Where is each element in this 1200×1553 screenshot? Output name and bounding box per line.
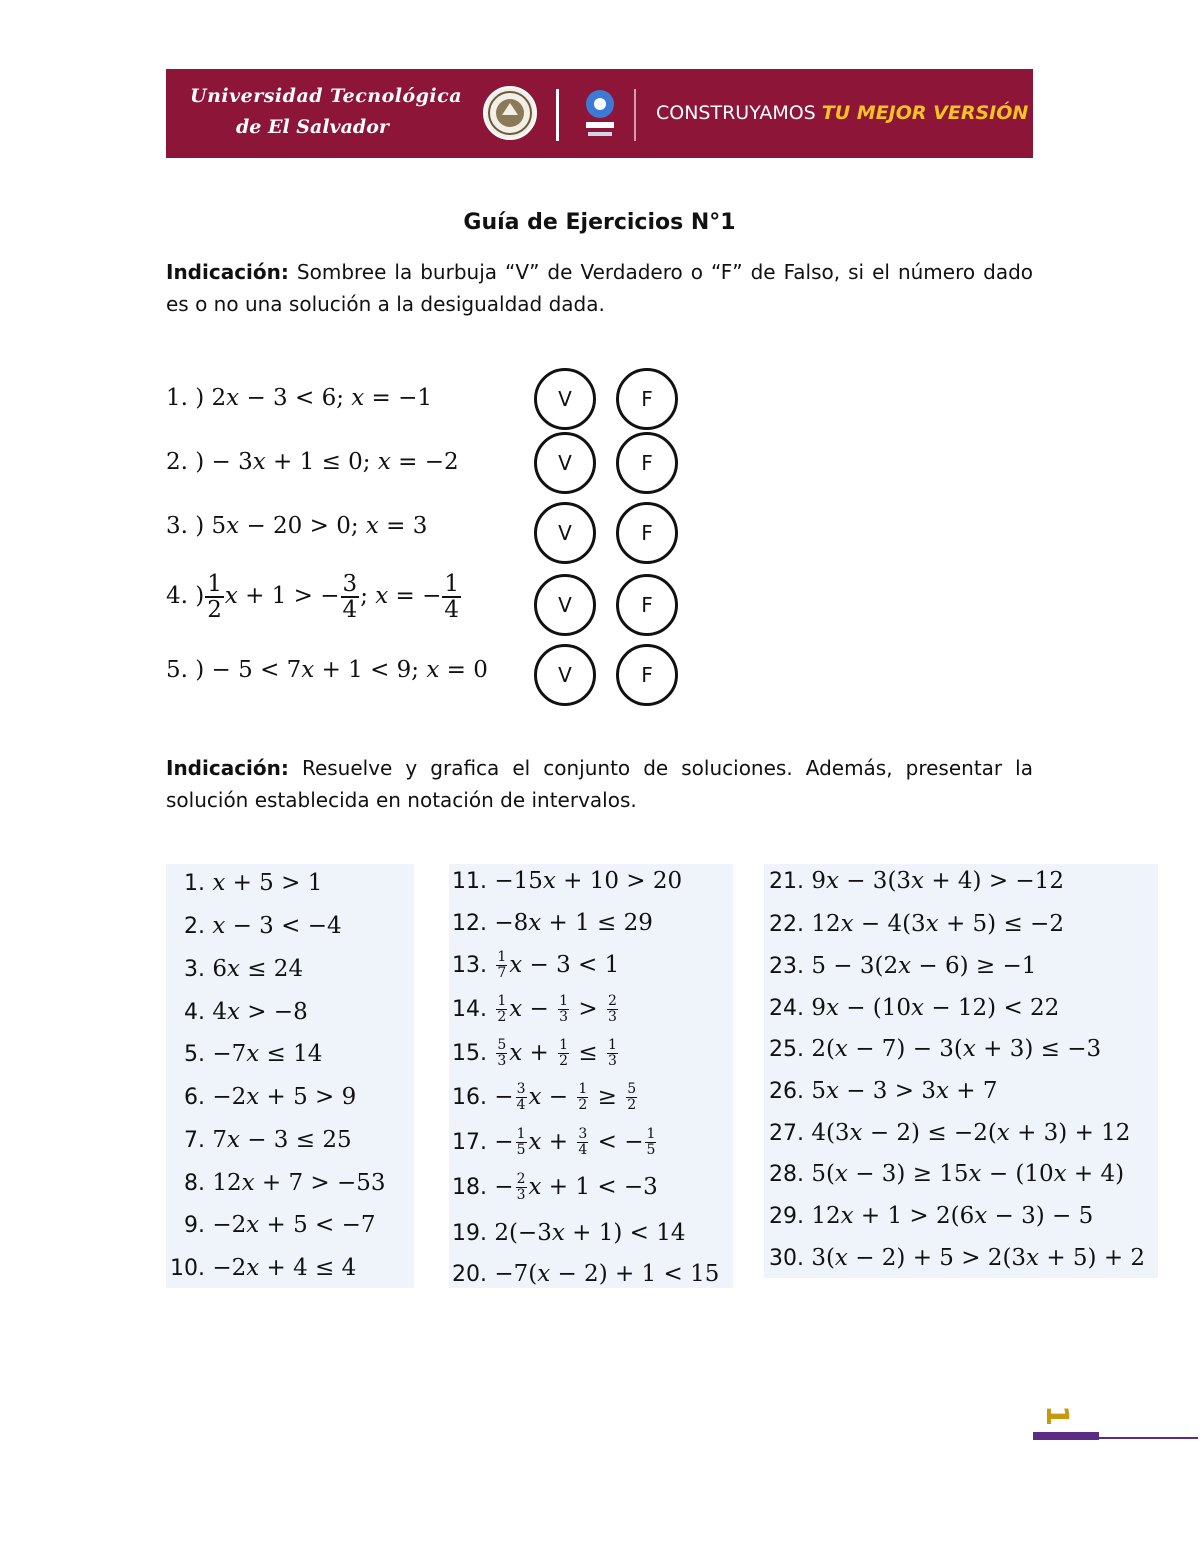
- instruction-2-label: Indicación:: [166, 756, 289, 780]
- instruction-2: [166, 752, 1033, 816]
- exercise-item: 10. −2𝑥 + 4 ≤ 4: [170, 1255, 357, 1281]
- footer-accent-bar: [1033, 1432, 1099, 1440]
- exercise-item: 12. −8𝑥 + 1 ≤ 29: [452, 910, 653, 936]
- exercise-item: 6. −2𝑥 + 5 > 9: [184, 1084, 357, 1110]
- exercise-item: 3. 6𝑥 ≤ 24: [184, 956, 304, 982]
- exercise-item: 17. − $\frac{1}{5}$ 𝑥 + $\frac{3}{4}$ < − $\frac{1}{5}$: [452, 1126, 656, 1159]
- fraction: $\frac{1}{2}$: [207, 571, 222, 624]
- exercise-item: 1. 𝑥 + 5 > 1: [184, 870, 323, 896]
- page-title: Guía de Ejercicios N°1: [463, 210, 736, 235]
- exercise-item: 13. $\frac{1}{7}$ 𝑥 − 3 < 1: [452, 949, 620, 982]
- exercise-item: 11. −15𝑥 + 10 > 20: [452, 868, 683, 894]
- tf-item-1-text: 1. ) 2𝑥 − 3 < 6; 𝑥 = −1: [166, 385, 433, 411]
- exercise-item: 23. 5 − 3(2𝑥 − 6) ≥ −1: [769, 953, 1037, 979]
- false-bubble-3[interactable]: F: [616, 502, 678, 564]
- tf-item-4-prefix: 4. ): [166, 583, 205, 610]
- false-bubble-4[interactable]: F: [616, 574, 678, 636]
- exercise-item: 27. 4(3𝑥 − 2) ≤ −2(𝑥 + 3) + 12: [769, 1120, 1131, 1146]
- banner-slogan: [656, 102, 1028, 124]
- false-bubble-2[interactable]: F: [616, 432, 678, 494]
- tf-item-2-text: 2. ) − 3𝑥 + 1 ≤ 0; 𝑥 = −2: [166, 449, 459, 475]
- exercise-item: 5. −7𝑥 ≤ 14: [184, 1041, 323, 1067]
- page-number: 1: [1038, 1405, 1074, 1426]
- exercise-item: 15. $\frac{5}{3}$ 𝑥 + $\frac{1}{2}$ ≤ $\frac{1}{3}$: [452, 1037, 617, 1070]
- false-bubble-5[interactable]: F: [616, 644, 678, 706]
- true-bubble-1[interactable]: V: [534, 368, 596, 430]
- university-name: Universidad Tecnológica: [190, 85, 463, 107]
- university-banner: [166, 69, 1033, 158]
- exercise-item: 4. 4𝑥 > −8: [184, 999, 308, 1025]
- institution-emblem-icon: [580, 86, 620, 142]
- exercise-item: 18. − $\frac{2}{3}$ 𝑥 + 1 < −3: [452, 1171, 658, 1204]
- exercise-item: 21. 9𝑥 − 3(3𝑥 + 4) > −12: [769, 868, 1064, 894]
- instruction-1: [166, 256, 1033, 320]
- exercise-item: 14. $\frac{1}{2}$ 𝑥 − $\frac{1}{3}$ > $\frac{2}{3}$: [452, 993, 617, 1026]
- true-bubble-5[interactable]: V: [534, 644, 596, 706]
- fraction: $\frac{3}{4}$: [342, 571, 358, 624]
- slogan-plain: CONSTRUYAMOS: [656, 102, 816, 124]
- banner-divider-2: [634, 89, 636, 141]
- exercise-item: 20. −7(𝑥 − 2) + 1 < 15: [452, 1261, 720, 1287]
- exercise-item: 9. −2𝑥 + 5 < −7: [184, 1212, 376, 1238]
- tf-item-5-text: 5. ) − 5 < 7𝑥 + 1 < 9; 𝑥 = 0: [166, 657, 488, 683]
- exercise-item: 30. 3(𝑥 − 2) + 5 > 2(3𝑥 + 5) + 2: [769, 1245, 1146, 1271]
- true-bubble-2[interactable]: V: [534, 432, 596, 494]
- tf-item-4-text: 4. ) $\frac{1}{2}$ 𝑥 + 1 > − $\frac{3}{4}$ ; 𝑥 = − $\frac{1}{4}$: [166, 571, 460, 624]
- footer-rule: [1099, 1437, 1198, 1439]
- instruction-1-label: Indicación:: [166, 260, 289, 284]
- instruction-1-text: Sombree la burbuja “V” de Verdadero o “F” de Falso, si el número dado es o no una solución a la desigualdad dada.: [166, 260, 1034, 316]
- exercise-item: 29. 12𝑥 + 1 > 2(6𝑥 − 3) − 5: [769, 1203, 1094, 1229]
- true-bubble-4[interactable]: V: [534, 574, 596, 636]
- exercise-item: 16. − $\frac{3}{4}$ 𝑥 − $\frac{1}{2}$ ≥ $\frac{5}{2}$: [452, 1081, 637, 1114]
- exercise-item: 26. 5𝑥 − 3 > 3𝑥 + 7: [769, 1078, 998, 1104]
- true-bubble-3[interactable]: V: [534, 502, 596, 564]
- banner-divider: [556, 89, 559, 141]
- university-seal-icon: [482, 85, 538, 141]
- exercise-item: 8. 12𝑥 + 7 > −53: [184, 1170, 386, 1196]
- exercise-item: 22. 12𝑥 − 4(3𝑥 + 5) ≤ −2: [769, 911, 1064, 937]
- slogan-bold: TU MEJOR VERSIÓN: [821, 102, 1029, 124]
- false-bubble-1[interactable]: F: [616, 368, 678, 430]
- fraction: $\frac{1}{4}$: [444, 571, 460, 624]
- exercise-item: 25. 2(𝑥 − 7) − 3(𝑥 + 3) ≤ −3: [769, 1036, 1102, 1062]
- instruction-2-text: Resuelve y grafica el conjunto de soluciones. Además, presentar la solución establecida en notación de intervalos.: [166, 756, 1033, 812]
- university-location: de El Salvador: [236, 116, 389, 138]
- exercise-item: 7. 7𝑥 − 3 ≤ 25: [184, 1127, 352, 1153]
- exercise-item: 2. 𝑥 − 3 < −4: [184, 913, 342, 939]
- exercise-item: 19. 2(−3𝑥 + 1) < 14: [452, 1220, 686, 1246]
- exercise-item: 24. 9𝑥 − (10𝑥 − 12) < 22: [769, 995, 1060, 1021]
- tf-item-3-text: 3. ) 5𝑥 − 20 > 0; 𝑥 = 3: [166, 513, 428, 539]
- exercise-item: 28. 5(𝑥 − 3) ≥ 15𝑥 − (10𝑥 + 4): [769, 1161, 1125, 1187]
